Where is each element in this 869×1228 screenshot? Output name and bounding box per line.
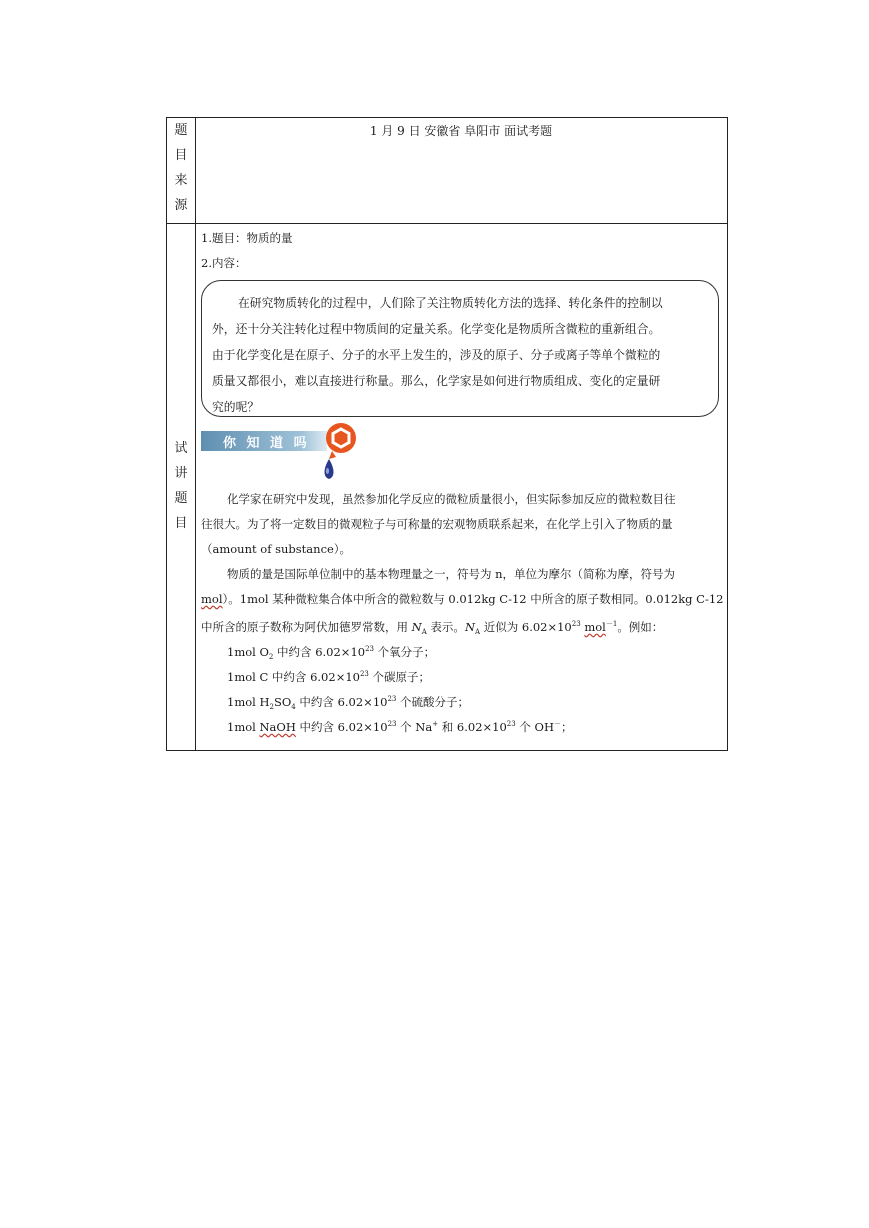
paragraph-line: 往很大。为了将一定数目的微观粒子与可称量的宏观物质联系起来，在化学上引入了物质的量 — [201, 517, 673, 531]
topic-label: 试 讲 题 目 — [174, 441, 188, 531]
paragraph-line: 物质的量是国际单位制中的基本物理量之一，符号为 n，单位为摩尔（简称为摩，符号为 — [227, 567, 676, 581]
badge-text: 你 知 道 吗 — [223, 436, 310, 451]
box-line: 质量又都很小，难以直接进行称量。那么，化学家是如何进行物质组成、变化的定量研 — [212, 374, 661, 388]
source-label: 题 目 来 源 — [174, 123, 188, 213]
source-value: 1 月 9 日 安徽省 阜阳市 面试考题 — [369, 124, 553, 138]
box-line: 在研究物质转化的过程中，人们除了关注物质转化方法的选择、转化条件的控制以 — [238, 296, 663, 310]
box-line: 由于化学变化是在原子、分子的水平上发生的，涉及的原子、分子或离子等单个微粒的 — [212, 348, 661, 362]
explanation-text — [201, 487, 724, 737]
example-line: 1mol NaOH 中约含 $6.02\times 10^{23}$ 个 Na+ 和 $6.02\times 10^{23}$ 个 OH－； — [227, 719, 573, 734]
intro-box — [201, 280, 719, 417]
column-divider — [195, 118, 196, 750]
lesson-table — [166, 117, 728, 751]
box-line: 究的呢？ — [212, 400, 260, 414]
row-divider — [167, 223, 727, 224]
topic-content — [201, 226, 724, 737]
paragraph-line: （amount of substance）。 — [201, 542, 352, 556]
example-line: 1mol $O_2$ 中约含 $6.02\times 10^{23}$ 个氧分子； — [227, 644, 436, 662]
paragraph-line: mol）。1mol 某种微粒集合体中所含的微粒数与 0.012kg C-12 中所含的原子数相同。0.012kg C-12 — [201, 592, 724, 606]
paragraph-line: 中所含的原子数称为阿伏加德罗常数，用 $N_A$ 表示。$N_A$ 近似为 $6.02\times 10^{23}$ mol$^{-1}$。例如： — [201, 619, 664, 637]
example-line: 1mol $H_2SO_4$ 中约含 $6.02\times 10^{23}$ 个硫酸分子； — [227, 694, 470, 712]
paragraph-line: 化学家在研究中发现，虽然参加化学反应的微粒质量很小，但实际参加反应的微粒数目往 — [227, 492, 676, 506]
example-line: 1mol C 中约含 $6.02\times 10^{23}$ 个碳原子； — [227, 669, 431, 684]
topic-line: 1.题目：物质的量 — [201, 231, 293, 245]
box-line: 外，还十分关注转化过程中物质间的定量关系。化学变化是物质所含微粒的重新组合。 — [212, 322, 661, 336]
chemistry-drop-icon — [319, 421, 359, 483]
did-you-know-badge — [201, 427, 721, 487]
content-line: 2.内容： — [201, 256, 247, 270]
